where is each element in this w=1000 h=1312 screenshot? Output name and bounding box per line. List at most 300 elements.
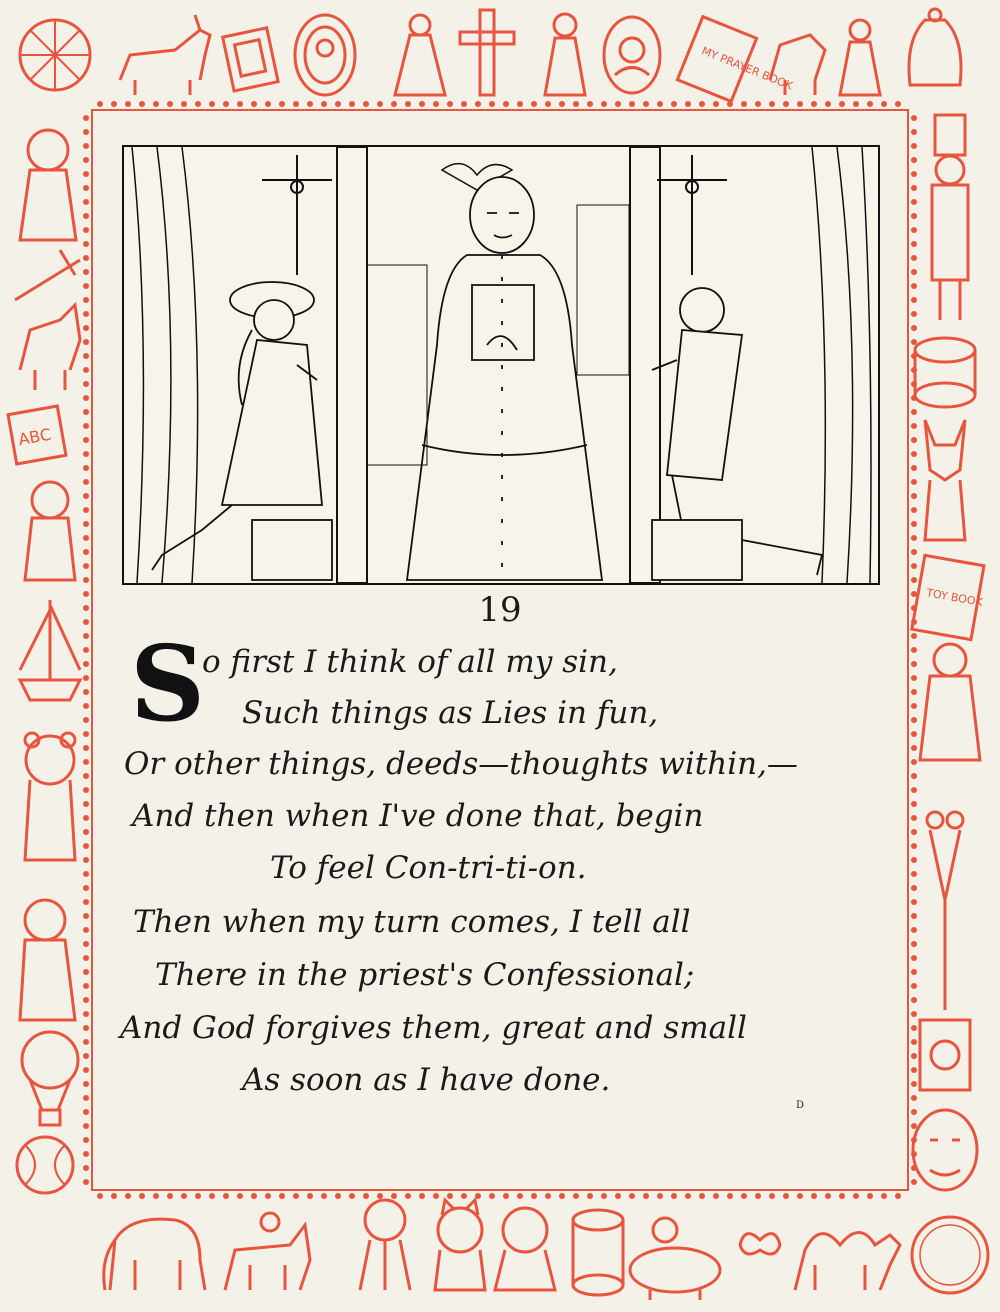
bead [911,409,917,415]
bead [293,101,299,107]
bead [911,479,917,485]
bead [559,1193,565,1199]
bead [911,1123,917,1129]
bead [83,913,89,919]
bead [83,143,89,149]
bead [755,1193,761,1199]
bead [223,1193,229,1199]
bead [911,1039,917,1045]
bead [741,101,747,107]
bead [783,101,789,107]
bead [447,101,453,107]
bead [83,549,89,555]
bead [405,1193,411,1199]
bead [685,101,691,107]
bead [797,101,803,107]
border-left-column [8,130,80,1193]
bead [251,101,257,107]
bead [83,353,89,359]
bead [811,101,817,107]
bead [139,101,145,107]
horse-icon [20,305,80,390]
bead [447,1193,453,1199]
stool-icon [360,1200,410,1290]
bead [911,1067,917,1073]
toy-soldier-icon [932,115,968,320]
bead [265,101,271,107]
bead [811,1193,817,1199]
bead [629,101,635,107]
bead [911,927,917,933]
bead [83,255,89,261]
bead [237,101,243,107]
bead [461,101,467,107]
prayer-book-label: MY PRAYER BOOK [699,44,795,93]
verse-line-7: There in the priest's Confessional; [155,957,695,993]
bead [911,941,917,947]
butterfly-icon [740,1234,780,1254]
bead [251,1193,257,1199]
drop-cap-letter: S [130,622,206,745]
confession-illustration [122,145,880,585]
bead [911,1179,917,1185]
bead [825,1193,831,1199]
bead [911,493,917,499]
bead [895,1193,901,1199]
bead [83,1025,89,1031]
bead [83,1137,89,1143]
bead [911,983,917,989]
bead [911,955,917,961]
bead [911,465,917,471]
bead [363,1193,369,1199]
bead [83,899,89,905]
bead [153,101,159,107]
bead [83,269,89,275]
bead [83,1053,89,1059]
bead [83,1081,89,1087]
golliwog-icon [495,1208,555,1290]
bead [911,1053,917,1059]
bead [475,101,481,107]
bead [83,157,89,163]
verse-line-9: As soon as I have done. [242,1062,611,1098]
bead [727,1193,733,1199]
bead [349,1193,355,1199]
bead [97,1193,103,1199]
pig-icon [630,1218,720,1300]
bead [83,311,89,317]
bead [419,1193,425,1199]
page-number: 19 [478,590,522,630]
bead [195,1193,201,1199]
bead [911,787,917,793]
toy-gun-icon [15,250,80,300]
bead [83,493,89,499]
bead [657,101,663,107]
bead [223,101,229,107]
bead [83,115,89,121]
bead [769,1193,775,1199]
bead [167,101,173,107]
bead [503,1193,509,1199]
bead [699,101,705,107]
bead [83,465,89,471]
bead [573,101,579,107]
bead [83,801,89,807]
bead [125,1193,131,1199]
bead [419,101,425,107]
bead [741,1193,747,1199]
bead [911,871,917,877]
bead [335,1193,341,1199]
bead [83,647,89,653]
bead [83,577,89,583]
bead [545,101,551,107]
bead [83,213,89,219]
right-post [630,147,660,583]
balloon-icon [22,1032,78,1125]
bead [911,171,917,177]
bead [83,283,89,289]
bead [83,675,89,681]
baby-doll-icon [20,900,75,1020]
bead [881,1193,887,1199]
madonna-medal-icon [604,17,660,93]
bead [911,591,917,597]
bead [83,885,89,891]
bead [911,773,917,779]
bead [377,1193,383,1199]
bead [911,1109,917,1115]
bead [911,857,917,863]
bead [489,101,495,107]
bead [489,1193,495,1199]
bead [911,507,917,513]
bead [545,1193,551,1199]
bead [881,101,887,107]
bead [755,101,761,107]
mask-icon [913,1110,977,1190]
bead [911,521,917,527]
bead [601,1193,607,1199]
bead [83,367,89,373]
flowers-icon [927,812,963,1010]
bead [911,829,917,835]
bead [911,1011,917,1017]
bead [911,633,917,639]
horse-rider-icon [225,1213,310,1290]
verse-line-8: And God forgives them, great and small [120,1010,747,1046]
abc-block-icon [8,406,66,464]
bead [83,591,89,597]
bead [911,759,917,765]
bead [83,1095,89,1101]
bead [559,101,565,107]
bead [83,1109,89,1115]
bead [391,101,397,107]
bead [911,423,917,429]
fox-icon [925,420,965,540]
bead [83,605,89,611]
bead [911,913,917,919]
border-bottom-row [104,1200,900,1300]
teddy-bear-icon [25,733,75,860]
toy-book-icon [912,555,984,639]
bead [83,423,89,429]
coin-icon [912,1217,988,1293]
bead [83,339,89,345]
bead [279,101,285,107]
bead [911,745,917,751]
bead [587,101,593,107]
bead [911,297,917,303]
abc-block-label: ABC [16,424,53,450]
bead [83,185,89,191]
bead [83,1067,89,1073]
bead [685,1193,691,1199]
bead [321,1193,327,1199]
elephant-icon [104,1219,205,1290]
bead [83,731,89,737]
bead [209,101,215,107]
bead [825,101,831,107]
bead [83,787,89,793]
bead [83,661,89,667]
bead [111,1193,117,1199]
bead [279,1193,285,1199]
bead [671,101,677,107]
bead [911,157,917,163]
bead [83,759,89,765]
bead [911,143,917,149]
bead [83,997,89,1003]
bead [83,689,89,695]
saint-figure-icon [840,20,880,95]
bead [349,101,355,107]
bead [83,325,89,331]
bead [83,171,89,177]
bead [335,101,341,107]
bead [911,801,917,807]
bead [83,745,89,751]
bead [391,1193,397,1199]
bead [405,101,411,107]
bead [895,101,901,107]
toy-book-label: TOY BOOK [925,586,984,609]
cat-icon [435,1200,485,1290]
bead [83,409,89,415]
ball-icon [20,20,90,90]
bead [363,101,369,107]
bead [911,675,917,681]
bead [195,101,201,107]
bead [911,899,917,905]
locomotive-icon [920,1020,970,1090]
boat-icon [20,600,80,700]
bell-icon [909,9,961,85]
bead [911,1025,917,1031]
bead [615,101,621,107]
bead [83,969,89,975]
bead [713,101,719,107]
bead [839,101,845,107]
bead [867,101,873,107]
chinese-doll-icon [920,644,980,760]
bead [531,1193,537,1199]
bead [911,255,917,261]
bead [517,1193,523,1199]
bead [911,339,917,345]
bead [911,451,917,457]
bead [783,1193,789,1199]
bead [531,101,537,107]
bead [911,731,917,737]
bead [911,535,917,541]
bead [83,941,89,947]
bead [83,717,89,723]
bead [911,843,917,849]
bead [911,269,917,275]
bead [699,1193,705,1199]
bead [83,1165,89,1171]
bead [911,815,917,821]
bead [83,927,89,933]
bead [83,1039,89,1045]
bead [461,1193,467,1199]
bead [911,563,917,569]
bead [911,283,917,289]
bead [911,549,917,555]
bead [911,227,917,233]
bead [433,1193,439,1199]
sailor-doll-icon [25,482,75,580]
bead [181,101,187,107]
left-post [337,147,367,583]
bead [83,1123,89,1129]
bead [83,563,89,569]
donkey-icon [120,15,210,95]
verse-line-4: And then when I've done that, begin [132,798,704,834]
bead [237,1193,243,1199]
bead [911,1081,917,1087]
bead [83,619,89,625]
bead [433,101,439,107]
bead [713,1193,719,1199]
bead [797,1193,803,1199]
bead [111,101,117,107]
border-right-column [912,115,988,1293]
bead [83,773,89,779]
bead [83,521,89,527]
bead [573,1193,579,1199]
bead [643,101,649,107]
bead [671,1193,677,1199]
crucifix-icon [460,10,514,95]
bead [911,577,917,583]
bead [911,199,917,205]
bead [83,451,89,457]
bead [615,1193,621,1199]
bead [83,437,89,443]
bead [911,213,917,219]
bead [139,1193,145,1199]
bead [911,115,917,121]
bead [83,129,89,135]
bead [83,199,89,205]
child-statue-icon [545,14,585,95]
bead [83,381,89,387]
bead [643,1193,649,1199]
bead [911,885,917,891]
bead [83,815,89,821]
bead [83,507,89,513]
bead [911,1095,917,1101]
bead [83,1011,89,1017]
bead [911,969,917,975]
bead [83,955,89,961]
bead [911,717,917,723]
bead [503,101,509,107]
bead [83,871,89,877]
bead [321,101,327,107]
bead [83,227,89,233]
bead [83,829,89,835]
bead [769,101,775,107]
bead [911,647,917,653]
bead [911,311,917,317]
bead [911,437,917,443]
bead [83,633,89,639]
bead [911,689,917,695]
bead [83,857,89,863]
bead [83,703,89,709]
baseball-icon [17,1137,73,1193]
bead [83,297,89,303]
bead [911,997,917,1003]
bead [265,1193,271,1199]
bead [97,101,103,107]
bead [83,1151,89,1157]
verse-line-5: To feel Con-tri-ti-on. [270,850,587,886]
bead [83,395,89,401]
bead [853,1193,859,1199]
bead [601,101,607,107]
camel-icon [795,1233,900,1291]
bead [587,1193,593,1199]
bead [629,1193,635,1199]
bead [853,101,859,107]
bead [867,1193,873,1199]
bead [181,1193,187,1199]
drum-icon [915,338,975,407]
bead [911,661,917,667]
bead [377,101,383,107]
bead [657,1193,663,1199]
drum-icon [573,1210,623,1295]
bead [911,325,917,331]
bead [839,1193,845,1199]
doll-icon [20,130,76,240]
verse-line-3: Or other things, deeds—thoughts within,— [124,746,798,782]
bead [307,1193,313,1199]
bead [307,101,313,107]
bead [911,129,917,135]
bead [83,1179,89,1185]
bead [517,101,523,107]
signature-marker: D [796,1100,805,1111]
bead [153,1193,159,1199]
